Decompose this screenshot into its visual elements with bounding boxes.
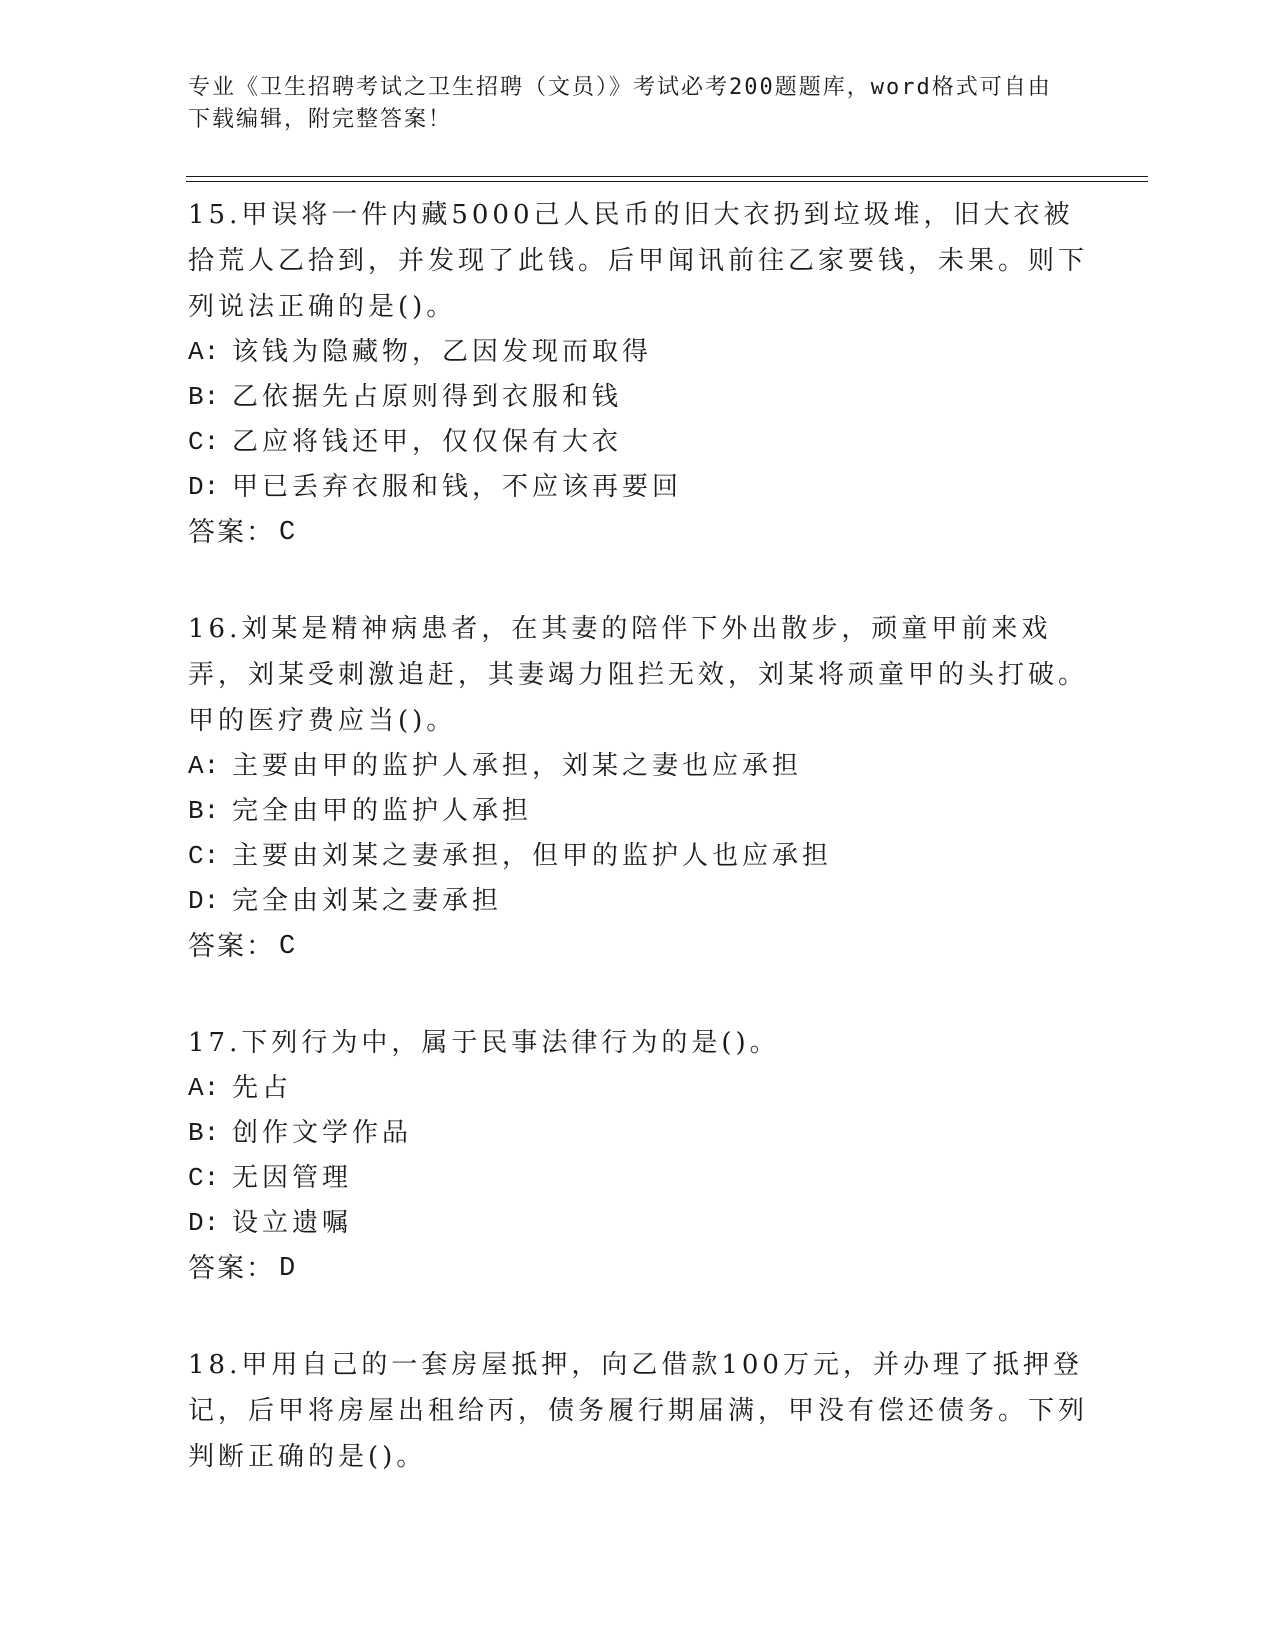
option-d: [188, 879, 1088, 924]
option-a: [188, 744, 1088, 789]
option-text: 主要由甲的监护人承担，刘某之妻也应承担: [232, 751, 803, 781]
answer-line: [188, 510, 1088, 556]
option-a: [188, 330, 1088, 375]
question-stem: 16.刘某是精神病患者，在其妻的陪伴下外出散步，顽童甲前来戏弄，刘某受刺激追赶，其妻竭力阻拦无效，刘某将顽童甲的头打破。甲的医疗费应当()。: [188, 614, 1089, 736]
header-divider-bottom: [186, 181, 1148, 182]
question-18: [188, 1342, 1088, 1480]
option-letter: B:: [188, 796, 220, 826]
option-text: 乙应将钱还甲，仅仅保有大衣: [232, 427, 623, 457]
answer-line: [188, 924, 1088, 970]
question-stem: 15.甲误将一件内藏5000己人民币的旧大衣扔到垃圾堆，旧大衣被拾荒人乙拾到，并发现了此钱。后甲闻讯前往乙家要钱，未果。则下列说法正确的是()。: [188, 200, 1089, 322]
option-text: 无因管理: [232, 1163, 353, 1193]
option-letter: B:: [188, 1118, 220, 1148]
option-c: [188, 834, 1088, 879]
option-b: [188, 789, 1088, 834]
question-list: [188, 186, 1088, 1480]
option-letter: A:: [188, 751, 220, 781]
answer-line: [188, 1246, 1088, 1292]
option-text: 完全由甲的监护人承担: [232, 796, 533, 826]
option-text: 乙依据先占原则得到衣服和钱: [232, 382, 623, 412]
question-17: [188, 1020, 1088, 1292]
option-letter: A:: [188, 337, 220, 367]
option-d: [188, 465, 1088, 510]
option-letter: C:: [188, 1163, 220, 1193]
answer-label: 答案：: [188, 931, 275, 962]
option-text: 创作文学作品: [232, 1118, 413, 1148]
answer-label: 答案：: [188, 1253, 275, 1284]
answer-value: D: [279, 1254, 298, 1284]
option-c: [188, 1156, 1088, 1201]
question-16: [188, 606, 1088, 970]
option-b: [188, 375, 1088, 420]
answer-value: C: [279, 518, 298, 548]
header-divider-top: [186, 176, 1148, 177]
answer-value: C: [279, 932, 298, 962]
option-letter: D:: [188, 886, 220, 916]
option-letter: B:: [188, 382, 220, 412]
answer-label: 答案：: [188, 517, 275, 548]
option-text: 完全由刘某之妻承担: [232, 886, 503, 916]
option-letter: A:: [188, 1073, 220, 1103]
option-letter: D:: [188, 1208, 220, 1238]
option-text: 主要由刘某之妻承担，但甲的监护人也应承担: [232, 841, 833, 871]
option-text: 先占: [232, 1073, 293, 1103]
option-d: [188, 1201, 1088, 1246]
question-stem: 17.下列行为中，属于民事法律行为的是()。: [188, 1028, 780, 1058]
question-15: [188, 192, 1088, 556]
option-text: 甲已丢弃衣服和钱，不应该再要回: [232, 472, 683, 502]
option-letter: C:: [188, 841, 220, 871]
option-letter: C:: [188, 427, 220, 457]
option-letter: D:: [188, 472, 220, 502]
option-text: 该钱为隐藏物，乙因发现而取得: [232, 337, 653, 367]
option-text: 设立遗嘱: [232, 1208, 353, 1238]
document-header: 专业《卫生招聘考试之卫生招聘（文员）》考试必考200题题库，word格式可自由下载编辑，附完整答案！: [188, 75, 1052, 132]
option-b: [188, 1111, 1088, 1156]
question-stem: 18.甲用自己的一套房屋抵押，向乙借款100万元，并办理了抵押登记，后甲将房屋出租给丙，债务履行期届满，甲没有偿还债务。下列判断正确的是()。: [188, 1350, 1089, 1472]
option-c: [188, 420, 1088, 465]
option-a: [188, 1066, 1088, 1111]
